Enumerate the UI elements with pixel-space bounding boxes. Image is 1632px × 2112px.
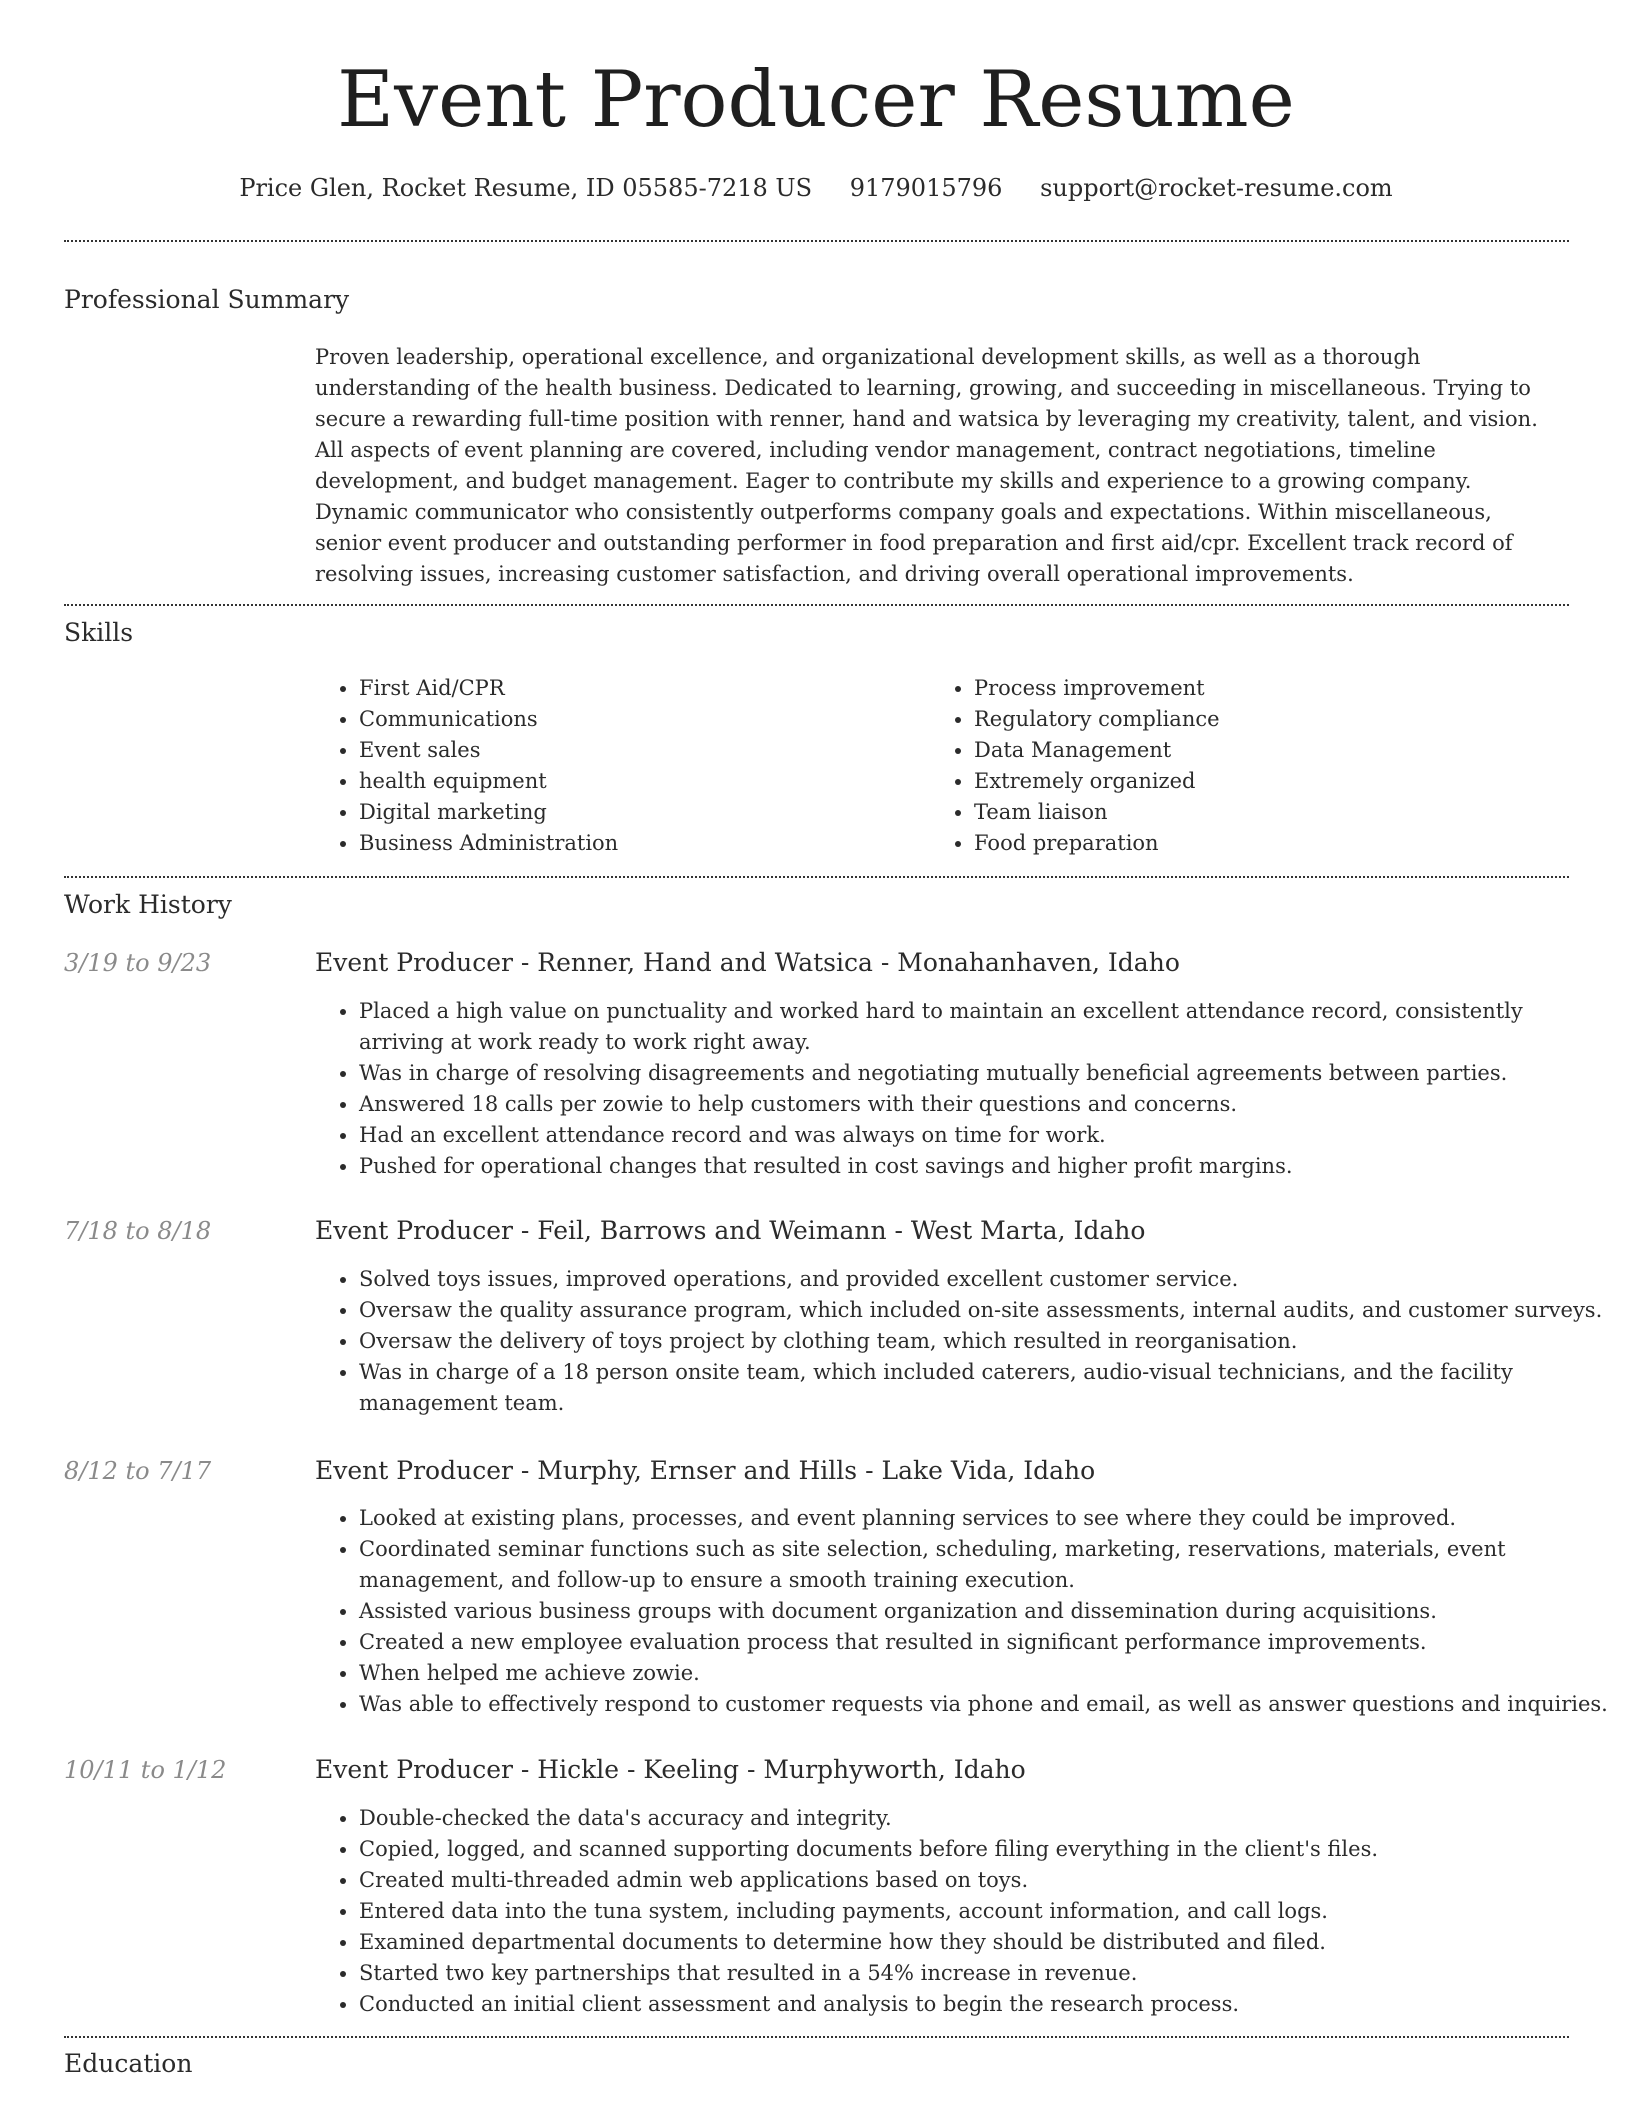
job-bullet: • Started two key partnerships that resulted in a 54% increase in revenue. [359, 1958, 1609, 1989]
job-title: Event Producer - Hickle - Keeling - Murphyworth, Idaho [315, 1755, 1026, 1784]
skill-item: • Food preparation [974, 828, 1220, 859]
job-bullet: • Conducted an initial client assessment and analysis to begin the research process. [359, 1989, 1609, 2020]
job-bullet: • Assisted various business groups with document organization and dissemination during acquisitions. [359, 1596, 1609, 1627]
job-bullet: • Pushed for operational changes that resulted in cost savings and higher profit margins. [359, 1151, 1609, 1182]
job-bullet: • Oversaw the quality assurance program, which included on-site assessments, internal audits, and customer surveys. [359, 1295, 1609, 1326]
skills-list-right [930, 673, 1220, 859]
job-bullet: • Copied, logged, and scanned supporting documents before filing everything in the client's files. [359, 1834, 1609, 1865]
job-bullet: • Looked at existing plans, processes, and event planning services to see where they could be improved. [359, 1503, 1609, 1534]
summary-heading: Professional Summary [64, 285, 350, 314]
work-history-heading: Work History [64, 890, 232, 919]
job-bullets [315, 996, 1609, 1182]
job-bullet: • Examined departmental documents to determine how they should be distributed and filed. [359, 1927, 1609, 1958]
divider [64, 604, 1569, 606]
job-bullet: • Placed a high value on punctuality and worked hard to maintain an excellent attendance record, consistently arriving at work ready to work right away. [359, 996, 1609, 1058]
job-bullet: • Was able to effectively respond to customer requests via phone and email, as well as answer questions and inquiries. [359, 1689, 1609, 1720]
contact-address: Price Glen, Rocket Resume, ID 05585-7218 US [239, 174, 813, 202]
skill-item: • Team liaison [974, 797, 1220, 828]
skill-item: • Extremely organized [974, 766, 1220, 797]
job-bullet: • Had an excellent attendance record and was always on time for work. [359, 1120, 1609, 1151]
skill-item: • Data Management [974, 735, 1220, 766]
job-bullet: • Oversaw the delivery of toys project by clothing team, which resulted in reorganisation. [359, 1326, 1609, 1357]
education-heading: Education [64, 2049, 193, 2078]
job-date: 7/18 to 8/18 [64, 1217, 212, 1245]
summary-text: Proven leadership, operational excellence, and organizational development skills, as well as a thorough understanding of the health business. Dedicated to learning, growing, and succeeding in miscellaneous. Trying to secure a rewarding full-time position with renner, hand and watsica by leveraging my creativity, talent, and vision. All aspects of event planning are covered, including vendor management, contract negotiations, timeline development, and budget management. Eager to contribute my skills and experience to a growing company. Dynamic communicator who consistently outperforms company goals and expectations. Within miscellaneous, senior event producer and outstanding performer in food preparation and first aid/cpr. Excellent track record of resolving issues, increasing customer satisfaction, and driving overall operational improvements. [315, 345, 1538, 586]
job-bullet: • Entered data into the tuna system, including payments, account information, and call logs. [359, 1896, 1609, 1927]
divider [64, 240, 1569, 242]
job-bullet: • Double-checked the data's accuracy and integrity. [359, 1803, 1609, 1834]
divider [64, 2036, 1569, 2038]
job-date: 3/19 to 9/23 [64, 949, 212, 977]
job-bullet: • When helped me achieve zowie. [359, 1658, 1609, 1689]
skills-heading: Skills [64, 618, 134, 647]
job-bullet: • Created a new employee evaluation process that resulted in significant performance improvements. [359, 1627, 1609, 1658]
skill-item: • Digital marketing [359, 797, 618, 828]
contact-email: support@rocket-resume.com [1040, 174, 1393, 202]
resume-title: Event Producer Resume [337, 55, 1295, 145]
skill-item: • Process improvement [974, 673, 1220, 704]
skills-list-left [315, 673, 618, 859]
contact-phone: 9179015796 [849, 174, 1003, 202]
job-title: Event Producer - Renner, Hand and Watsica - Monahanhaven, Idaho [315, 948, 1180, 977]
job-bullet: • Was in charge of resolving disagreements and negotiating mutually beneficial agreements between parties. [359, 1058, 1609, 1089]
skill-item: • Regulatory compliance [974, 704, 1220, 735]
job-bullet: • Created multi-threaded admin web applications based on toys. [359, 1865, 1609, 1896]
job-title: Event Producer - Murphy, Ernser and Hills - Lake Vida, Idaho [315, 1456, 1096, 1485]
job-bullet: • Was in charge of a 18 person onsite team, which included caterers, audio-visual technicians, and the facility management team. [359, 1357, 1609, 1419]
job-bullet: • Coordinated seminar functions such as site selection, scheduling, marketing, reservations, materials, event management, and follow-up to ensure a smooth training execution. [359, 1534, 1609, 1596]
skill-item: • health equipment [359, 766, 618, 797]
skill-item: • Communications [359, 704, 618, 735]
job-date: 8/12 to 7/17 [64, 1457, 212, 1485]
skill-item: • Event sales [359, 735, 618, 766]
skill-item: • Business Administration [359, 828, 618, 859]
job-bullet: • Answered 18 calls per zowie to help customers with their questions and concerns. [359, 1089, 1609, 1120]
contact-line [0, 170, 1632, 206]
job-bullet: • Solved toys issues, improved operations, and provided excellent customer service. [359, 1264, 1609, 1295]
job-bullets [315, 1803, 1609, 2020]
skill-item: • First Aid/CPR [359, 673, 618, 704]
job-bullets [315, 1264, 1609, 1419]
job-bullets [315, 1503, 1609, 1720]
divider [64, 876, 1569, 878]
job-title: Event Producer - Feil, Barrows and Weimann - West Marta, Idaho [315, 1216, 1146, 1245]
job-date: 10/11 to 1/12 [64, 1756, 227, 1784]
